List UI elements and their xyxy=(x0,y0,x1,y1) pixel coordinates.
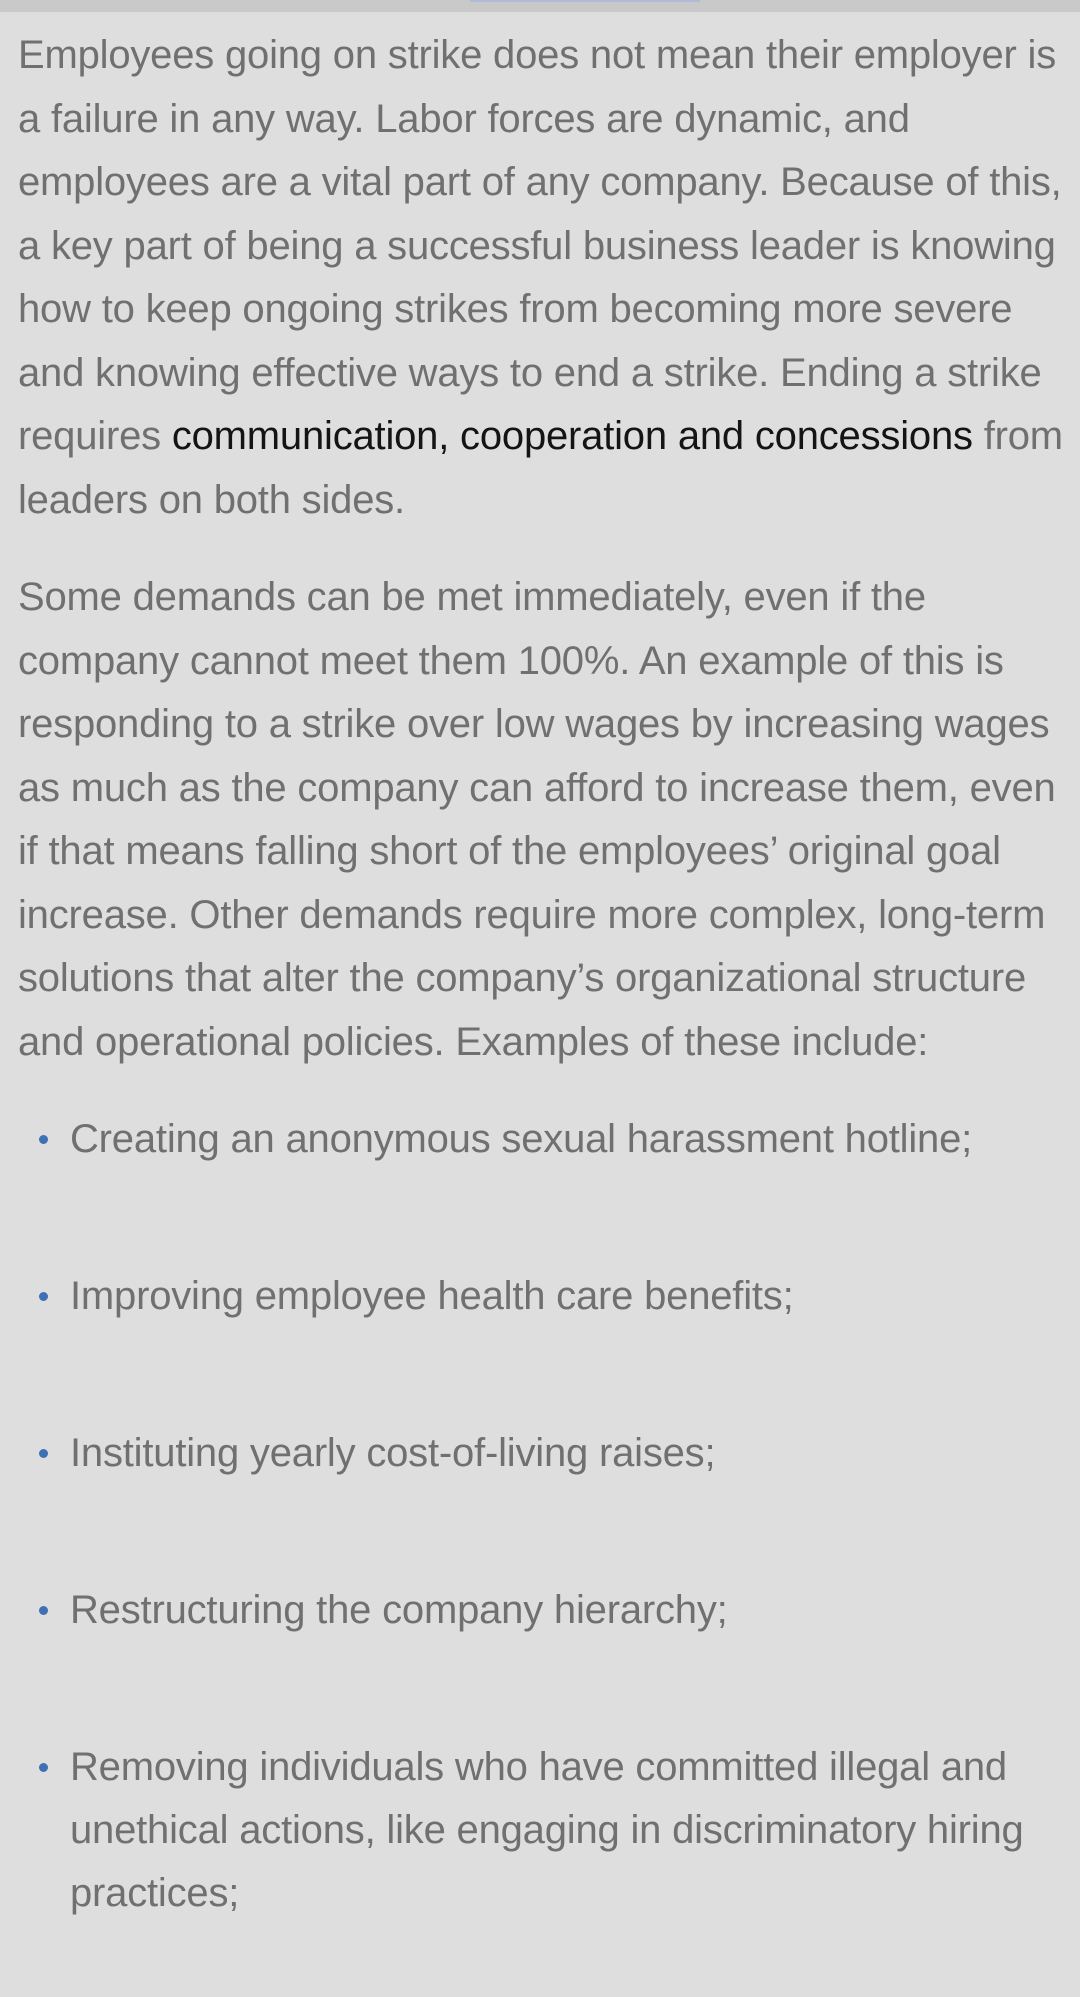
list-item xyxy=(18,1579,1064,1642)
demands-list xyxy=(18,1108,1064,1925)
list-item-text: Instituting yearly cost-of-living raises; xyxy=(70,1431,716,1475)
bullet-icon xyxy=(39,1763,48,1772)
emphasis-text: communication, cooperation and concessions xyxy=(171,414,973,458)
bullet-icon xyxy=(39,1606,48,1615)
bullet-icon xyxy=(39,1135,48,1144)
list-item xyxy=(18,1265,1064,1328)
list-item-text: Improving employee health care benefits; xyxy=(70,1274,794,1318)
demands-paragraph: Some demands can be met immediately, even if the company cannot meet them 100%. An example of this is responding to a strike over low wages by increasing wages as much as the company can afford to increase them, even if that means falling short of the employees’ original goal increase. Other demands require more complex, long-term solutions that alter the company’s organizational structure and operational policies. Examples of these include: xyxy=(18,575,1056,1064)
intro-text: Employees going on strike does not mean their employer is a failure in any way. Labor forces are dynamic, and employees are a vital part of any company. Because of this, a key part of being a successful business leader is knowing how to keep ongoing strikes from becoming more severe and knowing effective ways to end a strike. Ending a strike requires xyxy=(18,33,1062,458)
bullet-icon xyxy=(39,1449,48,1458)
list-item xyxy=(18,1736,1064,1925)
intro-paragraph xyxy=(18,24,1064,532)
bullet-icon xyxy=(39,1292,48,1301)
article-body xyxy=(18,24,1064,1925)
list-item-text: Creating an anonymous sexual harassment hotline; xyxy=(70,1117,973,1161)
scroll-indicator xyxy=(470,0,700,2)
list-item xyxy=(18,1422,1064,1485)
list-item-text: Restructuring the company hierarchy; xyxy=(70,1588,728,1632)
list-item-text: Removing individuals who have committed illegal and unethical actions, like engaging in discriminatory hiring practices; xyxy=(70,1745,1024,1915)
top-scroll-strip xyxy=(0,0,1080,12)
outro-text: from leaders on both sides. xyxy=(18,414,1063,522)
list-item xyxy=(18,1108,1064,1171)
